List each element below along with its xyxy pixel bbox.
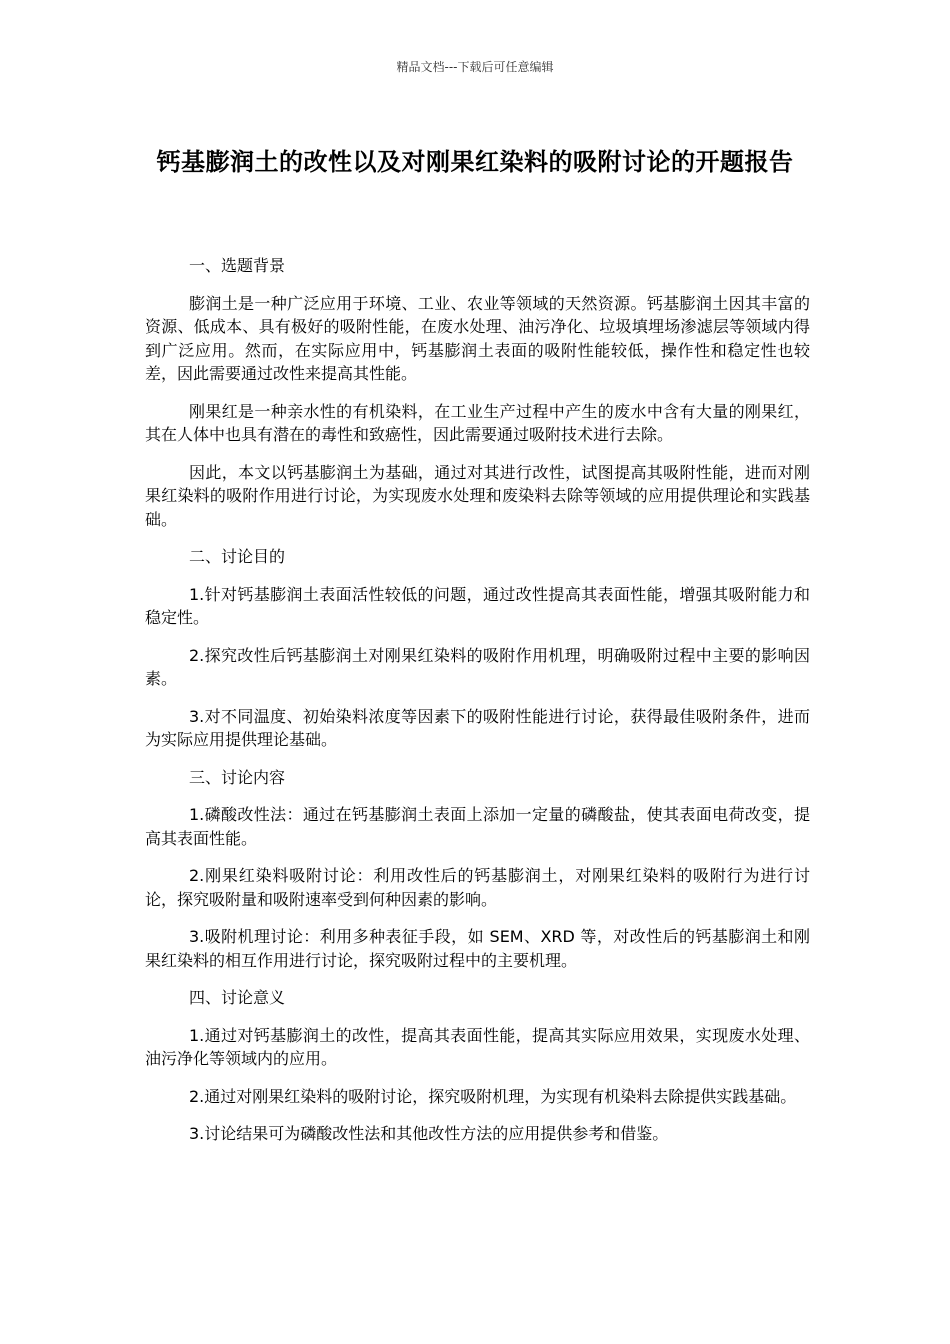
header-note: 精品文档---下载后可任意编辑 [396, 60, 554, 74]
paragraph: 1.针对钙基膨润土表面活性较低的问题，通过改性提高其表面性能，增强其吸附能力和稳定性。 [145, 584, 810, 627]
paragraph: 2.通过对刚果红染料的吸附讨论，探究吸附机理，为实现有机染料去除提供实践基础。 [189, 1086, 797, 1106]
paragraph: 因此，本文以钙基膨润土为基础，通过对其进行改性，试图提高其吸附性能，进而对刚果红染料的吸附作用进行讨论，为实现废水处理和废染料去除等领域的应用提供理论和实践基础。 [145, 462, 810, 529]
paragraph: 3.讨论结果可为磷酸改性法和其他改性方法的应用提供参考和借鉴。 [189, 1124, 669, 1143]
paragraph: 刚果红是一种亲水性的有机染料，在工业生产过程中产生的废水中含有大量的刚果红，其在人体中也具有潜在的毒性和致癌性，因此需要通过吸附技术进行去除。 [145, 401, 810, 444]
section-heading-purpose: 二、讨论目的 [189, 547, 286, 566]
document-title: 钙基膨润土的改性以及对刚果红染料的吸附讨论的开题报告 [156, 148, 794, 176]
paragraph: 2.探究改性后钙基膨润土对刚果红染料的吸附作用机理，明确吸附过程中主要的影响因素。 [145, 645, 810, 688]
paragraph: 1.通过对钙基膨润土的改性，提高其表面性能，提高其实际应用效果，实现废水处理、油污净化等领域内的应用。 [145, 1025, 810, 1068]
document-body [145, 254, 810, 1160]
paragraph: 1.磷酸改性法：通过在钙基膨润土表面上添加一定量的磷酸盐，使其表面电荷改变，提高其表面性能。 [145, 805, 810, 848]
section-heading-content: 三、讨论内容 [189, 767, 286, 787]
paragraph: 3.对不同温度、初始染料浓度等因素下的吸附性能进行讨论，获得最佳吸附条件，进而为实际应用提供理论基础。 [145, 706, 810, 749]
paragraph: 膨润土是一种广泛应用于环境、工业、农业等领域的天然资源。钙基膨润土因其丰富的资源、低成本、具有极好的吸附性能，在废水处理、油污净化、垃圾填埋场渗滤层等领域内得到广泛应用。然而，在实际应用中，钙基膨润土表面的吸附性能较低，操作性和稳定性也较差，因此需要通过改性来提高其性能。 [145, 293, 810, 383]
section-heading-significance: 四、讨论意义 [189, 988, 286, 1007]
section-heading-background: 一、选题背景 [189, 256, 286, 275]
paragraph: 2.刚果红染料吸附讨论：利用改性后的钙基膨润土，对刚果红染料的吸附行为进行讨论，探究吸附量和吸附速率受到何种因素的影响。 [145, 866, 810, 909]
paragraph: 3.吸附机理讨论：利用多种表征手段，如 SEM、XRD 等，对改性后的钙基膨润土和刚果红染料的相互作用进行讨论，探究吸附过程中的主要机理。 [145, 927, 810, 970]
